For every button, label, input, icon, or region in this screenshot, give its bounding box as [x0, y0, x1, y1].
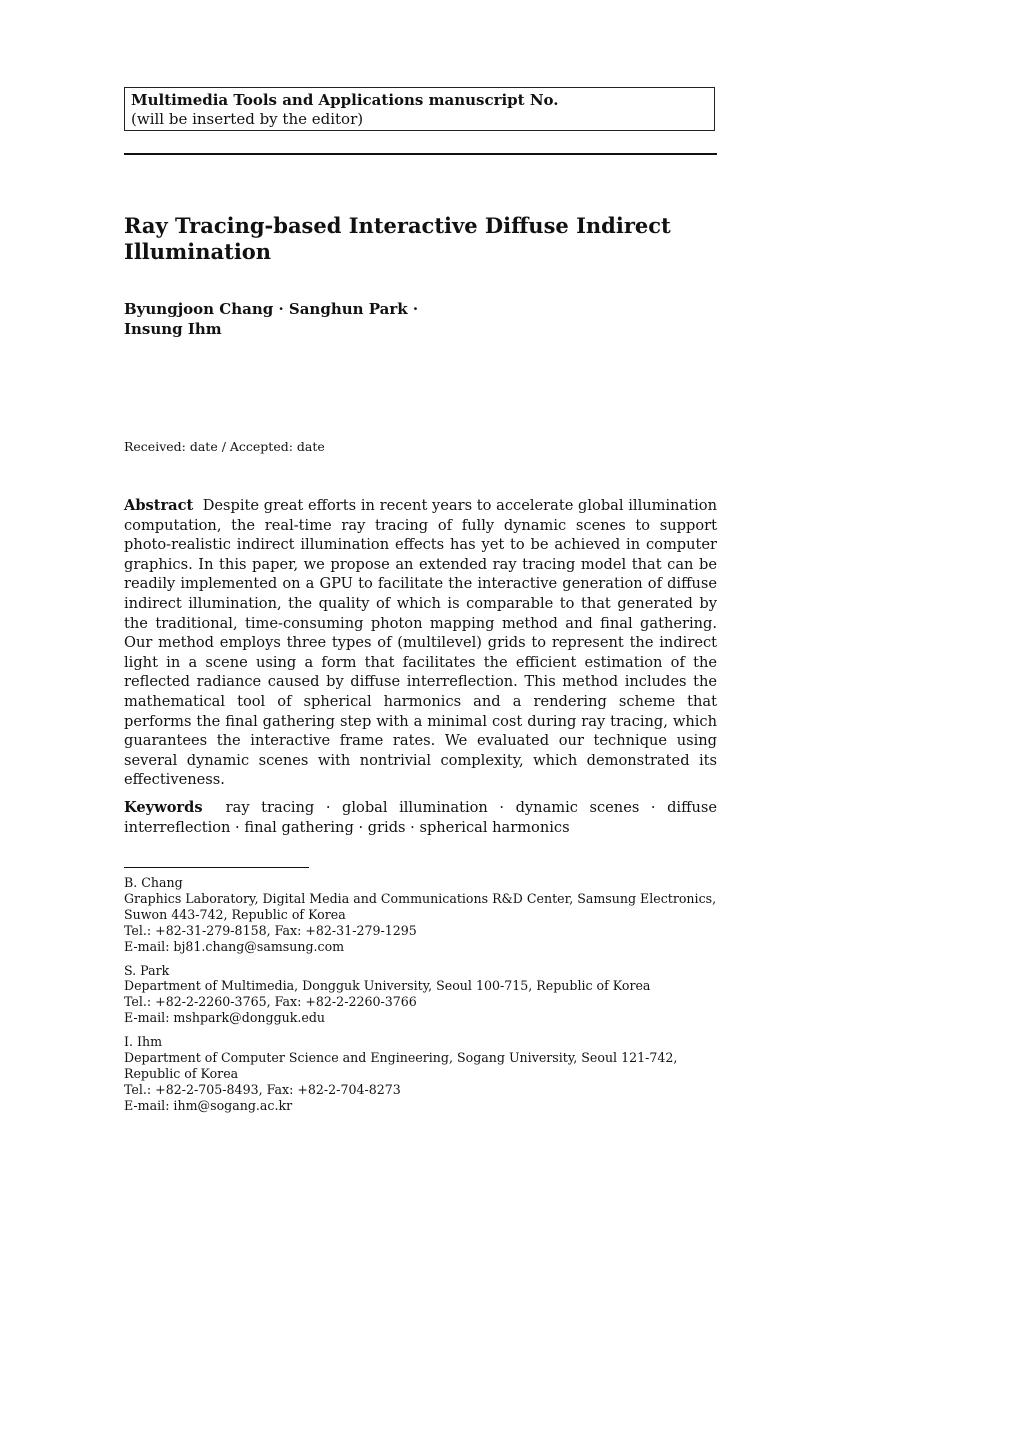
keywords-text: ray tracing · global illumination · dynamic scenes · diffuse interreflection · final gathering · grids · spherical harmonics	[124, 799, 717, 836]
abstract-label: Abstract	[124, 497, 194, 514]
footnote-rule	[124, 867, 309, 868]
affiliation-phone: Tel.: +82-2-705-8493, Fax: +82-2-704-8273	[124, 1081, 401, 1097]
author-line-2: Insung Ihm	[124, 320, 222, 338]
header-rule	[124, 153, 717, 155]
affiliation-email: E-mail: ihm@sogang.ac.kr	[124, 1097, 293, 1113]
abstract	[124, 496, 717, 790]
received-accepted-dates: Received: date / Accepted: date	[124, 439, 325, 454]
affiliation-address: Department of Multimedia, Dongguk University, Seoul 100-715, Republic of Korea	[124, 978, 651, 994]
affiliation-name: S. Park	[124, 962, 170, 978]
journal-header-box	[124, 87, 715, 131]
paper-title: Ray Tracing-based Interactive Diffuse Indirect Illumination	[124, 213, 671, 264]
affiliation-address: Graphics Laboratory, Digital Media and Communications R&D Center, Samsung Electronics, Suwon 443-742, Republic of Korea	[124, 890, 717, 922]
affiliations	[124, 875, 717, 1122]
author-line-1: Byungjoon Chang · Sanghun Park ·	[124, 300, 419, 318]
affiliation-email: E-mail: mshpark@dongguk.edu	[124, 1010, 326, 1026]
affiliation-ihm	[124, 1034, 717, 1114]
journal-name: Multimedia Tools and Applications manuscript No.	[131, 91, 559, 109]
abstract-text: Despite great efforts in recent years to accelerate global illumination computation, the real-time ray tracing of fully dynamic scenes to support photo-realistic indirect illumination effects has yet to be achieved in computer graphics. In this paper, we propose an extended ray tracing model that can be readily implemented on a GPU to facilitate the interactive generation of diffuse indirect illumination, the quality of which is comparable to that generated by the traditional, time-consuming photon mapping method and final gathering. Our method employs three types of (multilevel) grids to represent the indirect light in a scene using a form that facilitates the efficient estimation of the reflected radiance caused by diffuse interreflection. This method includes the mathematical tool of spherical harmonics and a rendering scheme that performs the final gathering step with a minimal cost during ray tracing, which guarantees the interactive frame rates. We evaluated our technique using several dynamic scenes with nontrivial complexity, which demonstrated its effectiveness.	[124, 497, 717, 789]
affiliation-phone: Tel.: +82-2-2260-3765, Fax: +82-2-2260-3766	[124, 994, 417, 1010]
keywords	[124, 798, 717, 837]
author-list	[124, 299, 717, 339]
affiliation-chang	[124, 875, 717, 955]
affiliation-address: Department of Computer Science and Engineering, Sogang University, Seoul 121-742, Republic of Korea	[124, 1050, 678, 1081]
affiliation-phone: Tel.: +82-31-279-8158, Fax: +82-31-279-1295	[124, 922, 417, 938]
affiliation-email: E-mail: bj81.chang@samsung.com	[124, 938, 345, 954]
affiliation-park	[124, 963, 717, 1027]
journal-note: (will be inserted by the editor)	[131, 110, 364, 128]
keywords-label: Keywords	[124, 799, 203, 816]
affiliation-name: B. Chang	[124, 875, 183, 890]
affiliation-name: I. Ihm	[124, 1034, 163, 1050]
